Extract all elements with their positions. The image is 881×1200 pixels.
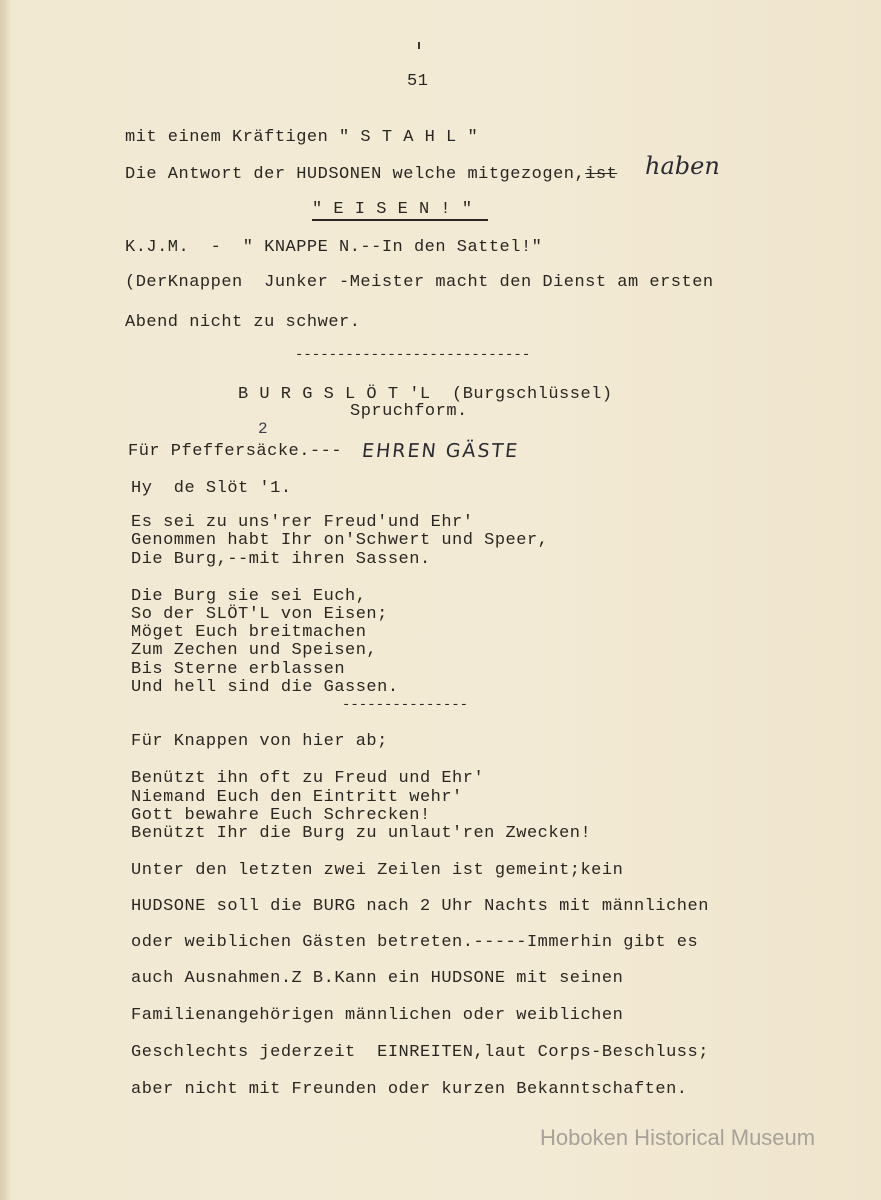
verse2-line-1: Die Burg sie sei Euch, xyxy=(131,587,367,606)
intro-line-2-text: Die Antwort der HUDSONEN welche mitgezogen, xyxy=(125,165,586,184)
kjm-line: K.J.M. - " KNAPPE N.--In den Sattel!" xyxy=(125,238,543,257)
explanation-line-5: Familienangehörigen männlichen oder weiblichen xyxy=(131,1006,624,1025)
explanation-line-7: aber nicht mit Freunden oder kurzen Bekanntschaften. xyxy=(131,1080,688,1099)
divider-long: ---------------------------- xyxy=(295,347,531,363)
explanation-line-1: Unter den letzten zwei Zeilen ist gemeint;kein xyxy=(131,861,624,880)
section-subtitle: Spruchform. xyxy=(350,402,468,421)
correction-mark: 2 xyxy=(258,420,269,438)
verse3-line-1: Benützt ihn oft zu Freud und Ehr' xyxy=(131,769,485,788)
verse2-line-5: Bis Sterne erblassen xyxy=(131,660,346,679)
intro-line-1: mit einem Kräftigen " S T A H L " xyxy=(125,128,479,147)
eisen-call: " E I S E N ! " xyxy=(312,200,473,219)
explanation-line-4: auch Ausnahmen.Z B.Kann ein HUDSONE mit seinen xyxy=(131,969,624,988)
verse2-line-2: So der SLÖT'L von Eisen; xyxy=(131,605,388,624)
guests-label: Für Pfeffersäcke.--- xyxy=(128,442,343,461)
handwritten-guests: EHREN GÄSTE xyxy=(360,440,521,462)
museum-watermark: Hoboken Historical Museum xyxy=(540,1125,816,1150)
verse3-line-4: Benützt Ihr die Burg zu unlaut'ren Zwecken! xyxy=(131,824,592,843)
verse2-line-4: Zum Zechen und Speisen, xyxy=(131,641,378,660)
note-line-1: (DerKnappen Junker -Meister macht den Dienst am ersten xyxy=(125,273,714,292)
verse3-line-3: Gott bewahre Euch Schrecken! xyxy=(131,806,431,825)
struck-word: ist xyxy=(585,165,618,184)
verse1-line-2: Genommen habt Ihr on'Schwert und Speer, xyxy=(131,531,549,550)
divider-short: --------------- xyxy=(342,697,469,713)
verse1-line-3: Die Burg,--mit ihren Sassen. xyxy=(131,550,431,569)
handwritten-correction: haben xyxy=(645,152,720,180)
verse2-line-3: Möget Euch breitmachen xyxy=(131,623,367,642)
page-number: 51 xyxy=(407,72,429,91)
page-edge-shadow xyxy=(0,0,10,1200)
verse2-line-6: Und hell sind die Gassen. xyxy=(131,678,399,697)
knappen-label: Für Knappen von hier ab; xyxy=(131,732,388,751)
intro-line-2 xyxy=(125,165,617,184)
explanation-line-2: HUDSONE soll die BURG nach 2 Uhr Nachts mit männlichen xyxy=(131,897,709,916)
verse1-line-1: Es sei zu uns'rer Freud'und Ehr' xyxy=(131,513,474,532)
explanation-line-6: Geschlechts jederzeit EINREITEN,laut Corps-Beschluss; xyxy=(131,1043,709,1062)
section-title: B U R G S L Ö T 'L (Burgschlüssel) xyxy=(238,385,613,404)
explanation-line-3: oder weiblichen Gästen betreten.-----Immerhin gibt es xyxy=(131,933,699,952)
verse3-line-2: Niemand Euch den Eintritt wehr' xyxy=(131,788,463,807)
note-line-2: Abend nicht zu schwer. xyxy=(125,313,361,332)
eisen-underline xyxy=(312,219,488,221)
punch-mark xyxy=(418,42,420,49)
hy-line: Hy de Slöt '1. xyxy=(131,479,292,498)
